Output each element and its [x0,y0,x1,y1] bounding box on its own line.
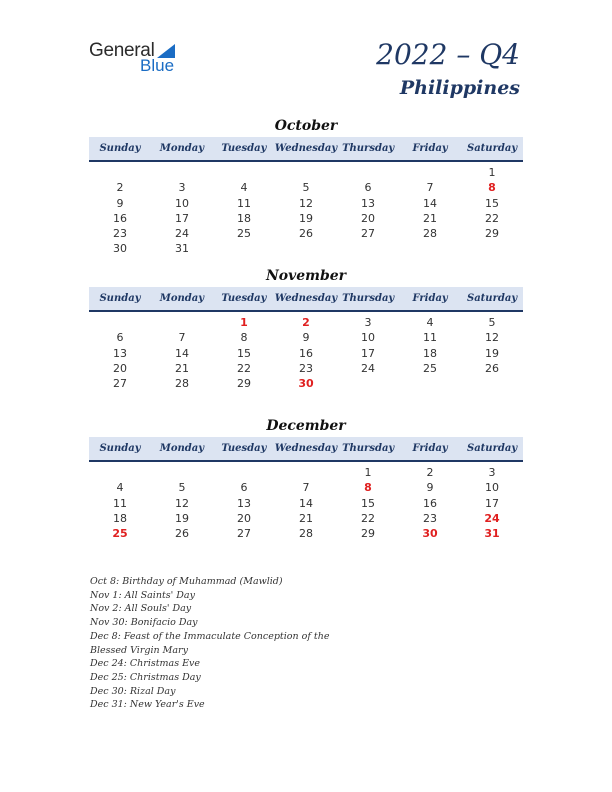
day-cell: 11 [113,496,127,510]
day-cell: 7 [302,481,310,495]
day-cell: 17 [361,346,375,360]
day-cell: 3 [364,316,372,329]
weekday-label: Saturday [466,143,518,154]
logo-text-general: General [89,40,155,61]
day-cell: 19 [175,511,189,525]
day-cell: 20 [361,211,375,225]
day-cell: 28 [423,227,437,241]
day-cell: 22 [361,511,375,525]
empty-day-cell [275,465,337,480]
weekday-label: Thursday [342,293,395,304]
weekday-label: Saturday [466,443,518,454]
month-calendar-december [89,417,523,541]
day-cell: 5 [178,481,186,495]
empty-day-cell [275,165,337,180]
day-cell: 30 [113,242,127,256]
empty-day-cell [213,165,275,180]
day-cell: 27 [361,227,375,241]
week-row [89,526,523,541]
month-title: November [265,268,347,284]
day-cell: 30 [422,527,438,541]
day-cell: 9 [116,196,124,210]
day-cell: 1 [240,316,248,329]
empty-day-cell [337,241,399,256]
day-cell: 2 [426,466,434,479]
day-cell: 7 [178,331,186,345]
day-cell: 3 [488,466,496,479]
day-cell: 23 [113,227,127,241]
holiday-note: Oct 8: Birthday of Muhammad (Mawlid) [90,576,283,587]
week-row [89,465,523,480]
empty-day-cell [337,376,399,391]
day-cell: 22 [237,361,251,375]
day-cell: 28 [175,377,189,391]
empty-day-cell [151,165,213,180]
weekday-label: Thursday [342,143,395,154]
empty-day-cell [399,376,461,391]
day-cell: 1 [364,466,372,479]
week-row [89,165,523,180]
weekday-header-row [89,287,523,312]
empty-day-cell [213,241,275,256]
day-cell: 16 [423,496,437,510]
day-cell: 14 [423,196,437,210]
day-cell: 16 [113,211,127,225]
month-calendar-november [89,267,523,391]
day-cell: 2 [116,181,124,195]
weekday-label: Sunday [99,443,141,454]
weekday-label: Wednesday [274,143,338,154]
day-cell: 23 [423,511,437,525]
quarter-title: 2022 – Q4 [376,38,520,71]
day-cell: 31 [175,242,189,256]
weekday-label: Friday [412,443,448,454]
empty-day-cell [399,165,461,180]
empty-day-cell [89,465,151,480]
day-cell: 9 [426,481,434,495]
day-cell: 16 [299,346,313,360]
day-cell: 23 [299,361,313,375]
day-cell: 3 [178,181,186,195]
holiday-note: Nov 2: All Souls' Day [90,603,192,615]
weekday-label: Tuesday [221,143,267,154]
day-cell: 19 [299,211,313,225]
day-cell: 12 [299,196,313,210]
empty-day-cell [461,376,523,391]
weekday-label: Saturday [466,293,518,304]
week-row [89,346,523,361]
day-cell: 28 [299,527,313,541]
day-cell: 6 [240,481,248,495]
holiday-note: Dec 8: Feast of the Immaculate Conception of the Blessed Virgin Mary [90,630,330,656]
month-title: December [266,418,346,434]
weekday-label: Tuesday [221,443,267,454]
day-cell: 18 [423,346,437,360]
day-cell: 6 [364,181,372,195]
weekday-label: Wednesday [274,293,338,304]
month-calendar-october [89,117,523,257]
day-cell: 30 [298,377,314,391]
day-cell: 22 [485,211,499,225]
week-row [89,496,523,511]
day-cell: 15 [485,196,499,210]
day-cell: 20 [237,511,251,525]
day-cell: 11 [237,196,251,210]
day-cell: 17 [485,496,499,510]
empty-day-cell [89,315,151,330]
empty-day-cell [151,315,213,330]
day-cell: 14 [299,496,313,510]
brand-logo [89,40,189,78]
holiday-note: Nov 30: Bonifacio Day [90,617,198,629]
empty-day-cell [275,241,337,256]
week-row [89,226,523,241]
day-cell: 26 [485,361,499,375]
holiday-note: Dec 24: Christmas Eve [90,658,201,670]
day-cell: 15 [361,496,375,510]
holiday-note: Dec 31: New Year's Eve [90,699,205,711]
empty-day-cell [89,165,151,180]
day-cell: 5 [488,316,496,329]
day-cell: 10 [175,196,189,210]
day-cell: 13 [361,196,375,210]
day-cell: 21 [299,511,313,525]
day-cell: 14 [175,346,189,360]
empty-day-cell [399,241,461,256]
day-cell: 10 [361,331,375,345]
weekday-label: Friday [412,293,448,304]
day-cell: 1 [488,166,496,179]
day-cell: 26 [299,227,313,241]
weekday-label: Friday [412,143,448,154]
weekday-label: Tuesday [221,293,267,304]
day-cell: 9 [302,331,310,345]
empty-day-cell [461,241,523,256]
day-cell: 20 [113,361,127,375]
week-row [89,480,523,495]
day-cell: 5 [302,181,310,195]
holiday-note: Dec 25: Christmas Day [90,671,201,683]
weekday-label: Monday [159,143,205,154]
day-cell: 24 [361,361,375,375]
day-cell: 4 [240,181,248,195]
weekday-header-row [89,137,523,162]
day-cell: 25 [112,527,128,541]
month-title: October [274,118,338,134]
day-cell: 27 [113,377,127,391]
week-row [89,361,523,376]
day-cell: 15 [237,346,251,360]
weekday-label: Sunday [99,293,141,304]
day-cell: 8 [364,481,372,495]
day-cell: 13 [237,496,251,510]
day-cell: 18 [237,211,251,225]
day-cell: 31 [484,527,500,541]
day-cell: 25 [237,227,251,241]
day-cell: 4 [426,316,434,329]
week-row [89,241,523,256]
week-row [89,330,523,345]
day-cell: 12 [485,331,499,345]
day-cell: 24 [175,227,189,241]
day-cell: 12 [175,496,189,510]
week-row [89,511,523,526]
day-cell: 21 [423,211,437,225]
weekday-label: Thursday [342,443,395,454]
empty-day-cell [151,465,213,480]
holiday-note: Dec 30: Rizal Day [90,685,176,697]
day-cell: 21 [175,361,189,375]
day-cell: 13 [113,346,127,360]
day-cell: 29 [237,377,251,391]
day-cell: 8 [488,181,496,195]
holiday-notes [90,575,330,712]
day-cell: 8 [240,331,248,345]
weekday-label: Wednesday [274,443,338,454]
day-cell: 26 [175,527,189,541]
day-cell: 4 [116,481,124,495]
holiday-note: Nov 1: All Saints' Day [90,589,195,601]
weekday-label: Monday [159,443,205,454]
empty-day-cell [337,165,399,180]
day-cell: 29 [361,527,375,541]
day-cell: 2 [302,316,310,329]
day-cell: 11 [423,331,437,345]
day-cell: 17 [175,211,189,225]
week-row [89,196,523,211]
day-cell: 10 [485,481,499,495]
week-row [89,376,523,391]
country-name: Philippines [399,77,520,99]
weekday-label: Sunday [99,143,141,154]
logo-text-blue: Blue [140,56,175,75]
day-cell: 6 [116,331,124,345]
day-cell: 27 [237,527,251,541]
weekday-label: Monday [159,293,205,304]
day-cell: 24 [484,511,500,525]
week-row [89,211,523,226]
week-row [89,180,523,195]
day-cell: 18 [113,511,127,525]
empty-day-cell [213,465,275,480]
day-cell: 29 [485,227,499,241]
day-cell: 19 [485,346,499,360]
day-cell: 25 [423,361,437,375]
week-row [89,315,523,330]
day-cell: 7 [426,181,434,195]
weekday-header-row [89,437,523,462]
